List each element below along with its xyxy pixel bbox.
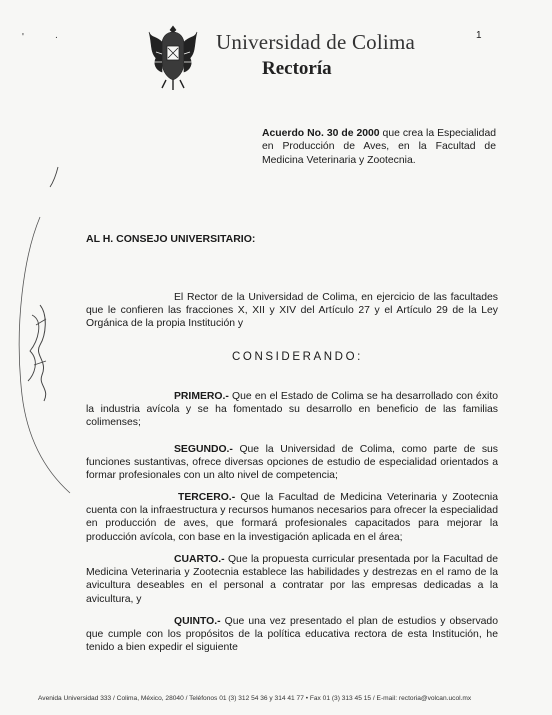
clause-text: Que la Facultad de Medicina Veterinaria y Zootecnia cuenta con la infraestructura y recursos humanos necesarios para ofrecer la especialidad en producción de aves, que formará profesionales capacitados para mejorar la producción avícola, con base en la investigación aplicada en el área;	[86, 492, 498, 543]
intro-paragraph: El Rector de la Universidad de Colima, en ejercicio de las facultades que le confieren las fracciones X, XII y XIV del Artículo 27 y el Artículo 29 de la Ley Orgánica de la propia Institución y	[86, 292, 498, 330]
clause-lead: SEGUNDO.-	[174, 444, 233, 455]
clause-lead: PRIMERO.-	[174, 391, 229, 402]
handwritten-signature	[10, 165, 90, 505]
page-number: 1	[476, 30, 482, 41]
agreement-description: que crea la Especialidad en Producción de Aves, en la Facultad de Medicina Veterinaria y Zootecnia.	[262, 128, 497, 166]
clause-cuarto	[86, 553, 498, 606]
clause-quinto	[86, 615, 498, 655]
considerando-heading: CONSIDERANDO:	[232, 351, 363, 363]
addressee: AL H. CONSEJO UNIVERSITARIO:	[86, 233, 256, 245]
clause-text: Que en el Estado de Colima se ha desarrollado con éxito la industria avícola y se ha fomentado su desarrollo en beneficio de las familias colimenses;	[86, 391, 498, 429]
corner-marks: ' ·	[22, 32, 73, 43]
clause-text: Que la Universidad de Colima, como parte de sus funciones sustantivas, ofrece diversas opciones de estudio de especialidad orientados a formar profesionales con un alto nivel de competencia;	[86, 444, 498, 482]
clause-tercero	[86, 491, 498, 544]
office-title: Rectoría	[262, 58, 332, 79]
clause-text: Que la propuesta curricular presentada por la Facultad de Medicina Veterinaria y Zootecnia establece las habilidades y destrezas en el ramo de la avicultura deseables en el personal a contratar por las empresas dedicadas a la avicultura, y	[86, 554, 498, 605]
clause-lead: TERCERO.-	[178, 492, 236, 503]
clause-lead: CUARTO.-	[174, 554, 225, 565]
clause-segundo	[86, 443, 498, 483]
agreement-summary	[262, 127, 496, 167]
clause-lead: QUINTO.-	[174, 616, 221, 627]
clause-text: Que una vez presentado el plan de estudios y observado que cumple con los propósitos de la política educativa rectora de esta Institución, he tenido a bien expedir el siguiente	[86, 616, 498, 654]
clause-primero	[86, 390, 498, 430]
footer-address: Avenida Universidad 333 / Colima, México, 28040 / Teléfonos 01 (3) 312 54 36 y 314 41 77 • Fax 01 (3) 313 45 15 / E-mail: rectoria@volcan.ucol.mx	[38, 695, 472, 702]
university-crest-logo	[148, 22, 198, 92]
agreement-number: Acuerdo No. 30 de 2000	[262, 128, 380, 139]
university-name: Universidad de Colima	[216, 30, 415, 54]
